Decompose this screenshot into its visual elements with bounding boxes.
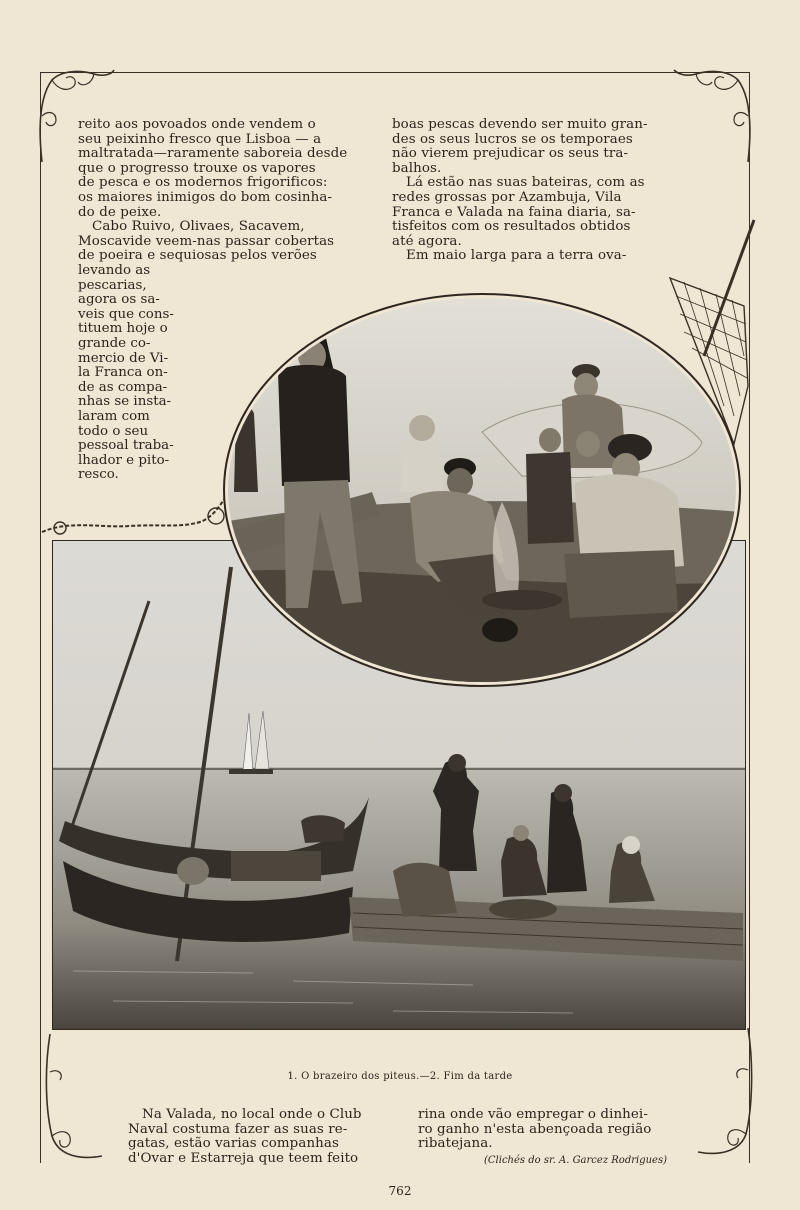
text-line: mercio de Vi- [78, 350, 169, 366]
text-line: boas pescas devendo ser muito gran- [392, 117, 648, 132]
text-column-left-narrow [78, 264, 182, 483]
text-line: de poeira e sequiosas pelos verões [78, 248, 317, 264]
text-line: la Franca on- [78, 365, 168, 381]
text-column-right-top [392, 118, 682, 264]
text-line: balhos. [392, 160, 442, 176]
page-number: 762 [388, 1184, 412, 1198]
text-line: gatas, estão varias companhas [128, 1136, 339, 1152]
text-line: d'Ovar e Estarreja que teem feito [128, 1150, 359, 1166]
text-line: pescarias, [78, 277, 147, 293]
text-line: resco. [78, 467, 119, 483]
text-line: que o progresso trouxe os vapores [78, 160, 316, 176]
text-line: seu peixinho fresco que Lisboa — a [78, 131, 322, 147]
text-line: não vierem prejudicar os seus tra- [392, 146, 629, 162]
text-line: redes grossas por Azambuja, Vila [392, 189, 622, 205]
rope-ornament [40, 492, 230, 538]
text-line: de pesca e os modernos frigorificos: [78, 175, 328, 191]
text-line: Na Valada, no local onde o Club [142, 1107, 362, 1122]
text-line: tisfeitos com os resultados obtidos [392, 219, 631, 235]
text-line: maltratada—raramente saboreia desde [78, 146, 348, 162]
text-line: veis que cons- [78, 306, 174, 322]
text-column-left-bottom [128, 1108, 390, 1166]
text-line: pessoal traba- [78, 438, 174, 454]
bottom-left-ornament [40, 1032, 110, 1164]
text-line: nhas se insta- [78, 394, 172, 410]
text-line: Naval costuma fazer as suas re- [128, 1121, 348, 1137]
text-line: des os seus lucros se os temporaes [392, 131, 633, 147]
text-line: do de peixe. [78, 204, 162, 220]
text-line: todo o seu [78, 423, 149, 439]
text-line: lhador e pito- [78, 452, 170, 468]
bottom-right-ornament [692, 1026, 758, 1162]
text-line: agora os sa- [78, 292, 160, 308]
text-line: Em maio larga para a terra ova- [406, 248, 627, 264]
text-line: ribatejana. [418, 1136, 493, 1152]
text-line: ro ganho n'esta abençoada região [418, 1121, 652, 1137]
photo-caption: 1. O brazeiro dos piteus.—2. Fim da tarde [287, 1071, 513, 1082]
text-line: os maiores inimigos do bom cosinha- [78, 189, 333, 205]
text-line: grande co- [78, 335, 151, 351]
text-line: Lá estão nas suas bateiras, com as [406, 175, 645, 191]
photo-o-brazeiro-dos-piteus [222, 292, 742, 688]
text-line: de as compa- [78, 379, 168, 395]
text-column-right-bottom [418, 1108, 680, 1152]
text-line: levando as [78, 263, 151, 278]
text-line: laram com [78, 408, 150, 424]
text-line: Moscavide veem-nas passar cobertas [78, 233, 335, 249]
text-line: Franca e Valada na faina diaria, sa- [392, 204, 636, 220]
text-line: tituem hoje o [78, 321, 168, 337]
text-line: reito aos povoados onde vendem o [78, 117, 316, 132]
photo-credit: (Clichés do sr. A. Garcez Rodrigues) [484, 1155, 667, 1166]
text-line: até agora. [392, 233, 462, 249]
text-line: rina onde vão empregar o dinhei- [418, 1107, 648, 1122]
text-column-left-top [78, 118, 366, 264]
text-line: Cabo Ruivo, Olivaes, Sacavem, [92, 219, 305, 235]
